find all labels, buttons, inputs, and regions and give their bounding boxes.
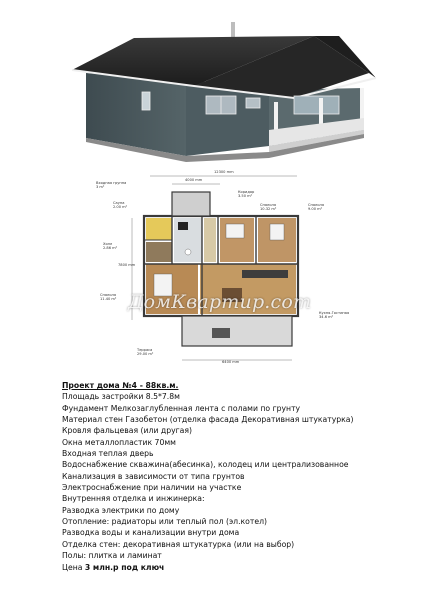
label-terrace: Терраса 29.00 m²	[137, 348, 154, 357]
spec-line: Отопление: радиаторы или теплый пол (эл.котел)	[62, 517, 268, 527]
price-label: Цена	[62, 562, 85, 572]
label-kitchen: Кухня-Гостиная 34.6 m²	[319, 311, 350, 320]
price-value: 3 млн.р под ключ	[84, 562, 165, 572]
spec-line: Разводка воды и канализации внутри дома	[62, 528, 240, 538]
spec-line: Внутренняя отделка и инжинерка:	[62, 494, 205, 504]
spec-line: Полы: плитка и ламинат	[62, 551, 162, 561]
label-bedroom-right: Спальня 9.00 m²	[308, 203, 324, 212]
label-entrance: Входная группа 3 m²	[96, 181, 127, 190]
spec-line: Водоснабжение скважина(абесинка), колодец или централизованное	[62, 460, 349, 470]
spec-line: Отделка стен: декоративная штукатурка (или на выбор)	[62, 539, 295, 549]
label-sauna: Сауна 2.00 m²	[113, 201, 128, 210]
dim-total: 12300 mm	[214, 170, 234, 174]
spec-line: Канализация в зависимости от типа грунтов	[62, 471, 245, 481]
spec-line: Фундамент Мелкозаглубленная лента с полами по грунту	[62, 403, 301, 413]
house-spec	[62, 380, 402, 573]
label-hall: Холл 2.86 m²	[103, 242, 118, 251]
spec-line: Материал стен Газобетон (отделка фасада Декоративная штукатурка)	[62, 415, 354, 425]
label-bedroom-mid: Спальня 10.32 m²	[260, 203, 277, 212]
watermark: ДомКвартир.com	[128, 291, 312, 313]
spec-line: Электроснабжение при наличии на участке	[62, 483, 242, 493]
spec-line: Площадь застройки 8.5*7.8м	[62, 392, 180, 402]
label-bedroom-left: Спальня 11.40 m²	[100, 293, 117, 302]
house-3d-render	[64, 18, 394, 168]
dim-side: 7800 mm	[118, 263, 136, 267]
dim-top: 4000 mm	[185, 178, 203, 182]
floor-plan	[92, 170, 332, 370]
spec-line: Входная теплая дверь	[62, 449, 154, 459]
spec-line: Окна металлопластик 70мм	[62, 437, 176, 447]
spec-line: Кровля фальцевая (или другая)	[62, 426, 193, 436]
spec-line: Разводка электрики по дому	[62, 505, 180, 515]
spec-price	[62, 562, 402, 573]
dim-bottom: 6400 mm	[222, 360, 240, 364]
label-corridor: Коридор 3.50 m²	[238, 190, 255, 199]
spec-title: Проект дома №4 - 88кв.м.	[62, 381, 179, 390]
